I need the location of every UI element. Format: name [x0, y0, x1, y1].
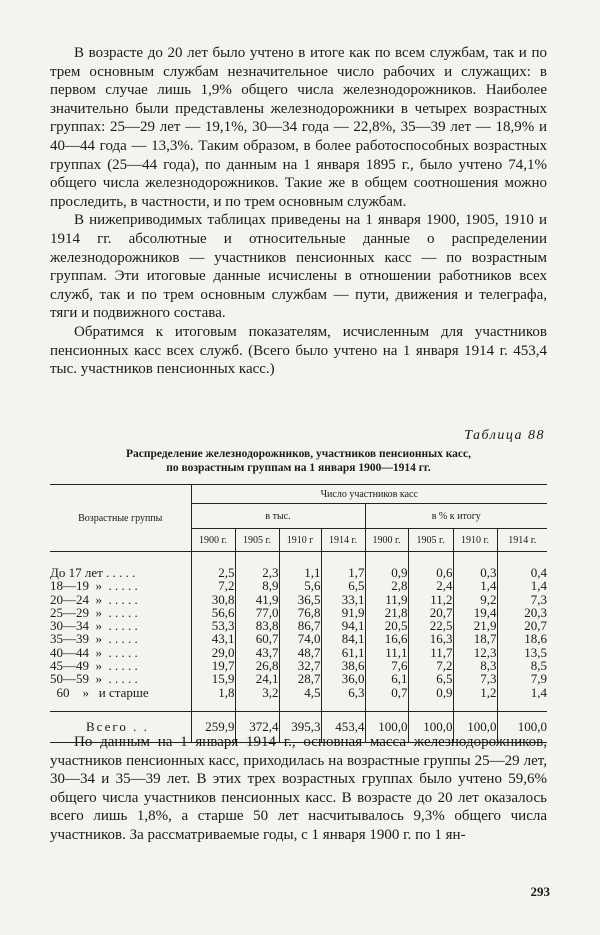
table-label: Таблица 88: [464, 428, 545, 443]
header-percent: в % к итогу: [365, 504, 547, 529]
top-text: [50, 44, 547, 379]
table-cell: 16,3: [408, 632, 453, 645]
table-cell: 0,3: [453, 566, 497, 579]
table-cell: 43,7: [235, 646, 279, 659]
table-cell: 21,8: [365, 606, 408, 619]
table-cell: 56,6: [191, 606, 235, 619]
table-cell: 8,9: [235, 579, 279, 592]
table-cell: 28,7: [279, 672, 321, 685]
table-cell: 3,2: [235, 686, 279, 699]
table-row: [50, 686, 547, 699]
year-header: 1914 г.: [497, 529, 547, 552]
table-cell: 7,2: [408, 659, 453, 672]
table-cell: 16,6: [365, 632, 408, 645]
table-row: [50, 659, 547, 672]
table-row: [50, 579, 547, 592]
year-header: 1900 г.: [191, 529, 235, 552]
row-age-group: 35—39 » . . . . .: [50, 631, 138, 647]
total-cell: 372,4: [235, 711, 279, 742]
table-cell: 6,5: [321, 579, 365, 592]
table-title: [50, 447, 547, 475]
table-cell: 19,4: [453, 606, 497, 619]
table-cell: 5,6: [279, 579, 321, 592]
table-cell: 8,3: [453, 659, 497, 672]
table-row: [50, 632, 547, 645]
table-cell: 94,1: [321, 619, 365, 632]
table-cell: 9,2: [453, 593, 497, 606]
table-cell: 18,6: [497, 632, 547, 645]
table-cell: 1,4: [497, 686, 547, 699]
table-cell: 33,1: [321, 593, 365, 606]
paragraph-4: По данным на 1 января 1914 г., основная масса железнодорожников, участников пенсионных касс, приходилась на возрастные группы 25—29 лет, 30—34 и 35—39 лет. В этих трех возрастных группах было учтено 59,6% общего числа участников пенсионных касс. В возрасте до 20 лет оказалось всего лишь 1,8%, а старше 50 лет насчитывалось 9,3% общего числа участников. За рассматриваемые годы, с 1 января 1900 г. по 1 ян-: [50, 734, 547, 843]
table-cell: 1,4: [453, 579, 497, 592]
page-number: 293: [530, 884, 550, 899]
year-header: 1910 г: [279, 529, 321, 552]
data-table: [50, 484, 547, 743]
row-age-group: До 17 лет . . . . .: [50, 565, 136, 580]
table-cell: 22,5: [408, 619, 453, 632]
table-cell: 21,9: [453, 619, 497, 632]
table-cell: 26,8: [235, 659, 279, 672]
table-cell: 11,1: [365, 646, 408, 659]
table-cell: 6,5: [408, 672, 453, 685]
table-cell: 48,7: [279, 646, 321, 659]
table-cell: 91,9: [321, 606, 365, 619]
table-cell: 4,5: [279, 686, 321, 699]
total-cell: 453,4: [321, 711, 365, 742]
table-cell: 20,5: [365, 619, 408, 632]
total-cell: 395,3: [279, 711, 321, 742]
row-age-group: 25—29 » . . . . .: [50, 604, 138, 620]
table-cell: 7,6: [365, 659, 408, 672]
table-cell: 24,1: [235, 672, 279, 685]
table-row: [50, 619, 547, 632]
table-cell: 74,0: [279, 632, 321, 645]
total-cell: 100,0: [453, 711, 497, 742]
table-cell: 8,5: [497, 659, 547, 672]
table-cell: 20,3: [497, 606, 547, 619]
table-cell: 32,7: [279, 659, 321, 672]
table-cell: 20,7: [408, 606, 453, 619]
table-cell: 0,6: [408, 566, 453, 579]
table-cell: 1,1: [279, 566, 321, 579]
table-row: [50, 593, 547, 606]
paragraph-2: В нижеприводимых таблицах приведены на 1 января 1900, 1905, 1910 и 1914 гг. абсолютные и относительные данные о распределении железнодорожников — участников пенсионных касс — по возрастным группам. Эти итоговые данные исчислены в отношении работников всех служб, так и по трем основным службам — пути, движения и телеграфа, тяги и подвижного состава.: [50, 212, 547, 322]
table-cell: 13,5: [497, 646, 547, 659]
table-cell: 2,5: [191, 566, 235, 579]
header-thousands: в тыс.: [191, 504, 365, 529]
table-cell: 41,9: [235, 593, 279, 606]
table-cell: 36,0: [321, 672, 365, 685]
table-title-line-1: Распределение железнодорожников, участников пенсионных касс,: [126, 448, 471, 460]
table-cell: 2,4: [408, 579, 453, 592]
row-age-group: 18—19 » . . . . .: [50, 578, 138, 594]
table-title-line-2: по возрастным группам на 1 января 1900—1914 гг.: [166, 462, 431, 474]
table-cell: 2,8: [365, 579, 408, 592]
total-cell: 100,0: [365, 711, 408, 742]
total-cell: 259,9: [191, 711, 235, 742]
table-row: [50, 566, 547, 579]
table-cell: 15,9: [191, 672, 235, 685]
bottom-text: [50, 733, 547, 845]
year-header: 1905 г.: [408, 529, 453, 552]
table-cell: 12,3: [453, 646, 497, 659]
table-cell: 0,7: [365, 686, 408, 699]
table-row: [50, 606, 547, 619]
table-cell: 53,3: [191, 619, 235, 632]
table-row: [50, 646, 547, 659]
table-cell: 7,2: [191, 579, 235, 592]
table-cell: 60,7: [235, 632, 279, 645]
row-age-group: 30—34 » . . . . .: [50, 618, 138, 634]
table-cell: 0,9: [365, 566, 408, 579]
row-age-group: 45—49 » . . . . .: [50, 658, 138, 674]
table-cell: 83,8: [235, 619, 279, 632]
total-label: Всего . .: [86, 718, 149, 734]
row-age-group: 60 » и старше: [50, 684, 149, 700]
year-header: 1914 г.: [321, 529, 365, 552]
table-cell: 43,1: [191, 632, 235, 645]
table-cell: 7,3: [453, 672, 497, 685]
table-row: [50, 672, 547, 685]
table-cell: 29,0: [191, 646, 235, 659]
table-cell: 7,9: [497, 672, 547, 685]
table-cell: 61,1: [321, 646, 365, 659]
row-age-group: 50—59 » . . . . .: [50, 671, 138, 687]
table-cell: 11,9: [365, 593, 408, 606]
header-count: Число участников касс: [191, 485, 547, 504]
table-cell: 2,3: [235, 566, 279, 579]
year-header: 1905 г.: [235, 529, 279, 552]
table-cell: 6,3: [321, 686, 365, 699]
table-cell: 38,6: [321, 659, 365, 672]
table-cell: 30,8: [191, 593, 235, 606]
table-cell: 20,7: [497, 619, 547, 632]
table-cell: 19,7: [191, 659, 235, 672]
paragraph-3: Обратимся к итоговым показателям, исчисленным для участников пенсионных касс всех служб. (Всего было учтено на 1 января 1914 г. 453,4 тыс. участников пенсионных касс.): [50, 323, 547, 378]
table-cell: 11,7: [408, 646, 453, 659]
table-cell: 77,0: [235, 606, 279, 619]
row-age-group: 40—44 » . . . . .: [50, 644, 138, 660]
table-cell: 1,7: [321, 566, 365, 579]
table-cell: 84,1: [321, 632, 365, 645]
paragraph-1: В возрасте до 20 лет было учтено в итоге как по всем службам, так и по трем основным службам незначительное число рабочих и служащих: в первом случае лишь 1,9% общего числа железнодорожников. Наиболее значительно были представлены железнодорожники в четырех возрастных группах: 25—29 лет — 19,1%, 30—34 года — 22,8%, 35—39 лет — 18,9% и 40—44 года — 13,3%. Таким образом, в более работоспособных возрастных группах (25—44 года), по данным на 1 января 1895 г., было учтено 74,1% общего числа железнодорожников. Такие же в общем соотношения можно проследить, в частности, и по трем основным службам.: [50, 45, 547, 210]
table-cell: 36,5: [279, 593, 321, 606]
table-cell: 6,1: [365, 672, 408, 685]
table-cell: 1,8: [191, 686, 235, 699]
table-cell: 0,9: [408, 686, 453, 699]
header-age-groups: Возрастные группы: [50, 485, 191, 552]
table-cell: 7,3: [497, 593, 547, 606]
table-cell: 86,7: [279, 619, 321, 632]
table-cell: 1,2: [453, 686, 497, 699]
table-cell: 18,7: [453, 632, 497, 645]
year-header: 1910 г.: [453, 529, 497, 552]
table-cell: 1,4: [497, 579, 547, 592]
table-cell: 11,2: [408, 593, 453, 606]
row-age-group: 20—24 » . . . . .: [50, 591, 138, 607]
total-cell: 100,0: [408, 711, 453, 742]
table-cell: 0,4: [497, 566, 547, 579]
year-header: 1900 г.: [365, 529, 408, 552]
table-cell: 76,8: [279, 606, 321, 619]
total-cell: 100,0: [497, 711, 547, 742]
